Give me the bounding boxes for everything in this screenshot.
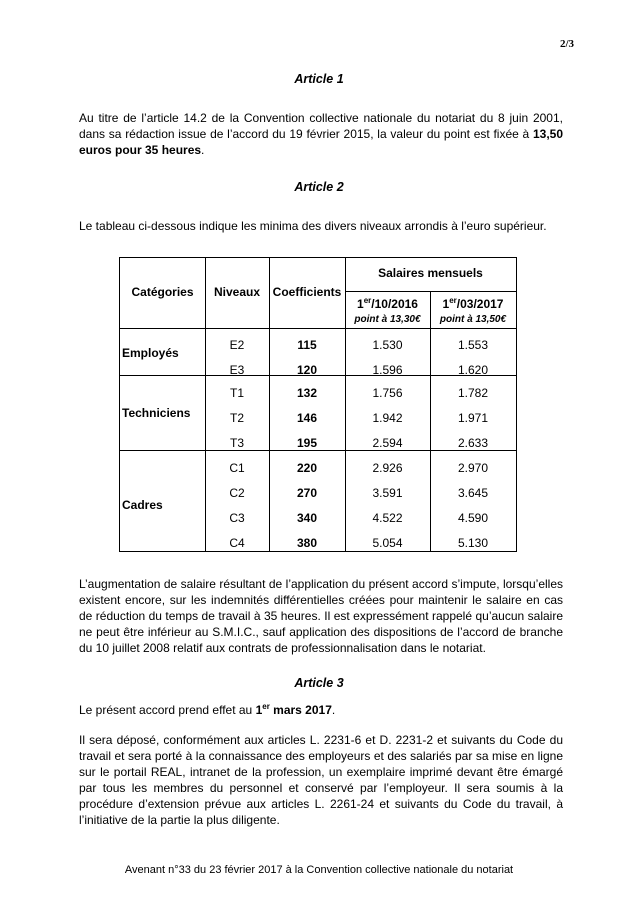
cell-niveau: T2 bbox=[229, 411, 244, 425]
cell-coefficient: 195 bbox=[296, 436, 318, 450]
cell-salary-2016: 5.054 bbox=[372, 536, 403, 550]
cell-salary-2017: 2.633 bbox=[457, 436, 489, 450]
cell-salary-2016: 1.756 bbox=[372, 386, 403, 400]
cell-niveau: C4 bbox=[229, 536, 245, 550]
article-2-title: Article 2 bbox=[294, 180, 344, 194]
table-hline bbox=[120, 328, 516, 329]
salary-table bbox=[119, 257, 517, 552]
cell-salary-2017: 4.590 bbox=[457, 511, 489, 525]
cell-salary-2017: 3.645 bbox=[457, 486, 489, 500]
cell-niveau: C3 bbox=[229, 511, 245, 525]
table-hline bbox=[120, 450, 516, 451]
cell-salary-2017: 5.130 bbox=[457, 536, 489, 550]
cell-niveau: E2 bbox=[229, 338, 245, 352]
group-techniciens: Techniciens bbox=[122, 406, 191, 420]
article-2-intro: Le tableau ci-dessous indique les minima des divers niveaux arrondis à l’euro supérieur. bbox=[79, 219, 547, 233]
cell-salary-2017: 1.620 bbox=[457, 363, 489, 377]
cell-coefficient: 340 bbox=[296, 511, 318, 525]
article-2-paragraph: L’augmentation de salaire résultant de l’application du présent accord s’impute, lorsqu’elles existent encore, sur les indemnités différentielles créées pour maintenir le salaire en cas de réduction du temps de travail à 35 heures. Il est expressément rappelé qu’aucun salaire ne peut être inférieur au S.M.I.C., sauf application des dispositions de l’accord de branche du 10 juillet 2008 relatif aux contrats de professionnalisation dans le notariat. bbox=[79, 577, 563, 655]
cell-salary-2016: 4.522 bbox=[372, 511, 403, 525]
group-cadres: Cadres bbox=[122, 498, 163, 512]
header-coefficients: Coefficients bbox=[272, 285, 342, 299]
cell-niveau: T1 bbox=[229, 386, 244, 400]
table-vline bbox=[205, 258, 206, 551]
cell-salary-2017: 1.782 bbox=[457, 386, 489, 400]
cell-niveau: C2 bbox=[229, 486, 245, 500]
cell-niveau: C1 bbox=[229, 461, 245, 475]
cell-niveau: E3 bbox=[229, 363, 245, 377]
cell-salary-2017: 1.971 bbox=[457, 411, 489, 425]
article-1-text-a: Au titre de l’article 14.2 de la Convention collective nationale du notariat du 8 juin 2001, dans sa rédaction issue de l’accord du 19 février 2015, la valeur du point est fixée à bbox=[79, 111, 563, 141]
header-categories: Catégories bbox=[131, 285, 194, 299]
cell-salary-2016: 1.596 bbox=[372, 363, 403, 377]
cell-salary-2016: 2.926 bbox=[372, 461, 403, 475]
header-niveaux: Niveaux bbox=[213, 285, 261, 299]
footer: Avenant n°33 du 23 février 2017 à la Convention collective nationale du notariat bbox=[124, 864, 514, 876]
article-3-title: Article 3 bbox=[294, 676, 344, 690]
table-vline bbox=[269, 258, 270, 551]
cell-coefficient: 115 bbox=[297, 338, 317, 352]
cell-coefficient: 120 bbox=[296, 363, 318, 377]
header-date-2017: 1er/03/2017 bbox=[442, 296, 504, 311]
cell-salary-2017: 2.970 bbox=[457, 461, 489, 475]
cell-coefficient: 270 bbox=[296, 486, 318, 500]
cell-salary-2017: 1.553 bbox=[457, 338, 489, 352]
article-3-effect: Le présent accord prend effet au 1er mars 2017. bbox=[79, 702, 336, 717]
article-3-paragraph: Il sera déposé, conformément aux articles L. 2231-6 et D. 2231-2 et suivants du Code du travail et sera porté à la connaissance des employeurs et des salariés par sa mise en ligne sur le portail REAL, intranet de la profession, un exemplaire imprimé devant être émargé par tous les membres du personnel et conservé par l’employeur. Il sera soumis à la procédure d’extension prévue aux articles L. 2261-24 et suivants du Code du travail, à l’initiative de la partie la plus diligente. bbox=[79, 733, 563, 827]
cell-niveau: T3 bbox=[229, 436, 244, 450]
effective-date: 1er mars 2017 bbox=[255, 702, 332, 717]
article-1-point-value: 13,50 euros pour 35 heures bbox=[79, 127, 563, 157]
header-date-2016: 1er/10/2016 bbox=[357, 296, 418, 311]
group-employes: Employés bbox=[122, 346, 179, 360]
cell-salary-2016: 3.591 bbox=[372, 486, 403, 500]
header-point-2016: point à 13,30€ bbox=[354, 314, 421, 325]
article-1-title: Article 1 bbox=[294, 72, 344, 86]
cell-coefficient: 146 bbox=[296, 411, 318, 425]
article-1-text bbox=[79, 110, 563, 158]
cell-coefficient: 380 bbox=[296, 536, 318, 550]
cell-coefficient: 132 bbox=[296, 386, 318, 400]
table-hline bbox=[345, 291, 516, 292]
header-point-2017: point à 13,50€ bbox=[439, 314, 507, 325]
page-number: 2/3 bbox=[559, 38, 574, 50]
article-1-text-end: . bbox=[201, 143, 205, 157]
cell-salary-2016: 1.530 bbox=[372, 338, 403, 352]
header-salaires: Salaires mensuels bbox=[378, 266, 483, 280]
cell-coefficient: 220 bbox=[296, 461, 318, 475]
cell-salary-2016: 1.942 bbox=[372, 411, 403, 425]
cell-salary-2016: 2.594 bbox=[372, 436, 403, 450]
